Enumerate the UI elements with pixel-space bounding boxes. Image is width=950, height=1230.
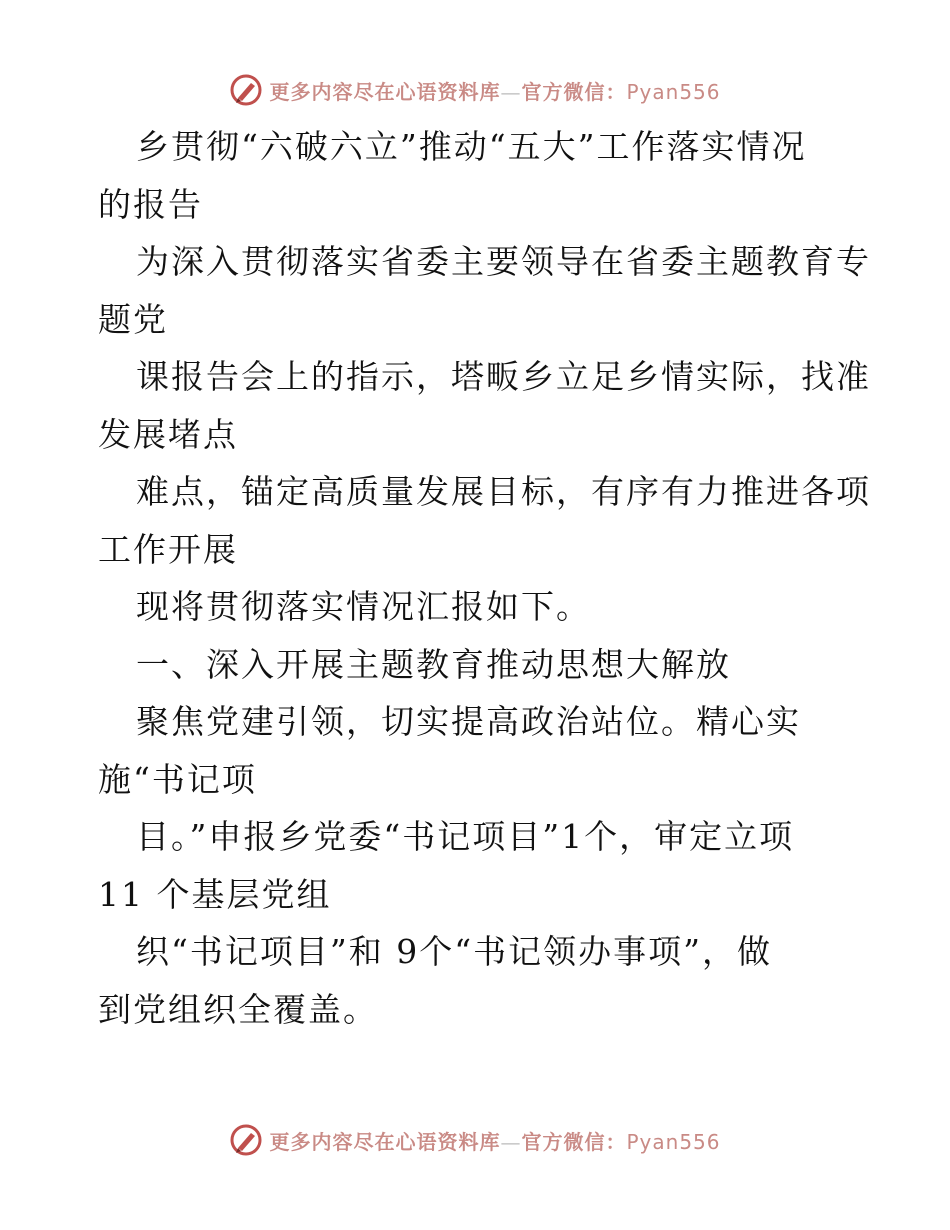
watermark-text: 更多内容尽在心语资料库—官方微信：Pyan556	[269, 1129, 721, 1154]
doc-line: 题党	[98, 299, 168, 339]
watermark-text: 更多内容尽在心语资料库—官方微信：Pyan556	[269, 79, 721, 104]
doc-line: 难点，锚定高质量发展目标，有序有力推进各项	[136, 472, 871, 511]
doc-line: 的报告	[98, 184, 203, 224]
document-body	[98, 118, 871, 1038]
pen-logo-icon	[229, 73, 263, 107]
doc-line: 一、深入开展主题教育推动思想大解放	[136, 644, 731, 684]
doc-line: 现将贯彻落实情况汇报如下。	[136, 587, 591, 626]
doc-line: 织“书记项目”和 9个“书记领办事项”，做	[136, 932, 772, 971]
doc-line: 施“书记项	[98, 759, 257, 799]
footer-watermark	[0, 1120, 950, 1160]
doc-line: 为深入贯彻落实省委主要领导在省委主题教育专	[136, 242, 871, 281]
doc-line: 乡贯彻“六破六立”推动“五大”工作落实情况	[136, 127, 807, 166]
doc-line: 工作开展	[98, 529, 238, 569]
doc-line: 聚焦党建引领，切实提高政治站位。精心实	[136, 702, 801, 741]
header-watermark	[0, 70, 950, 110]
doc-line: 课报告会上的指示，塔畈乡立足乡情实际，找准	[136, 357, 871, 396]
doc-line: 到党组织全覆盖。	[98, 989, 378, 1029]
pen-logo-icon	[229, 1123, 263, 1157]
doc-line: 目。”申报乡党委“书记项目”1个，审定立项	[136, 817, 795, 856]
doc-line: 11 个基层党组	[98, 874, 332, 914]
doc-line: 发展堵点	[98, 414, 238, 454]
